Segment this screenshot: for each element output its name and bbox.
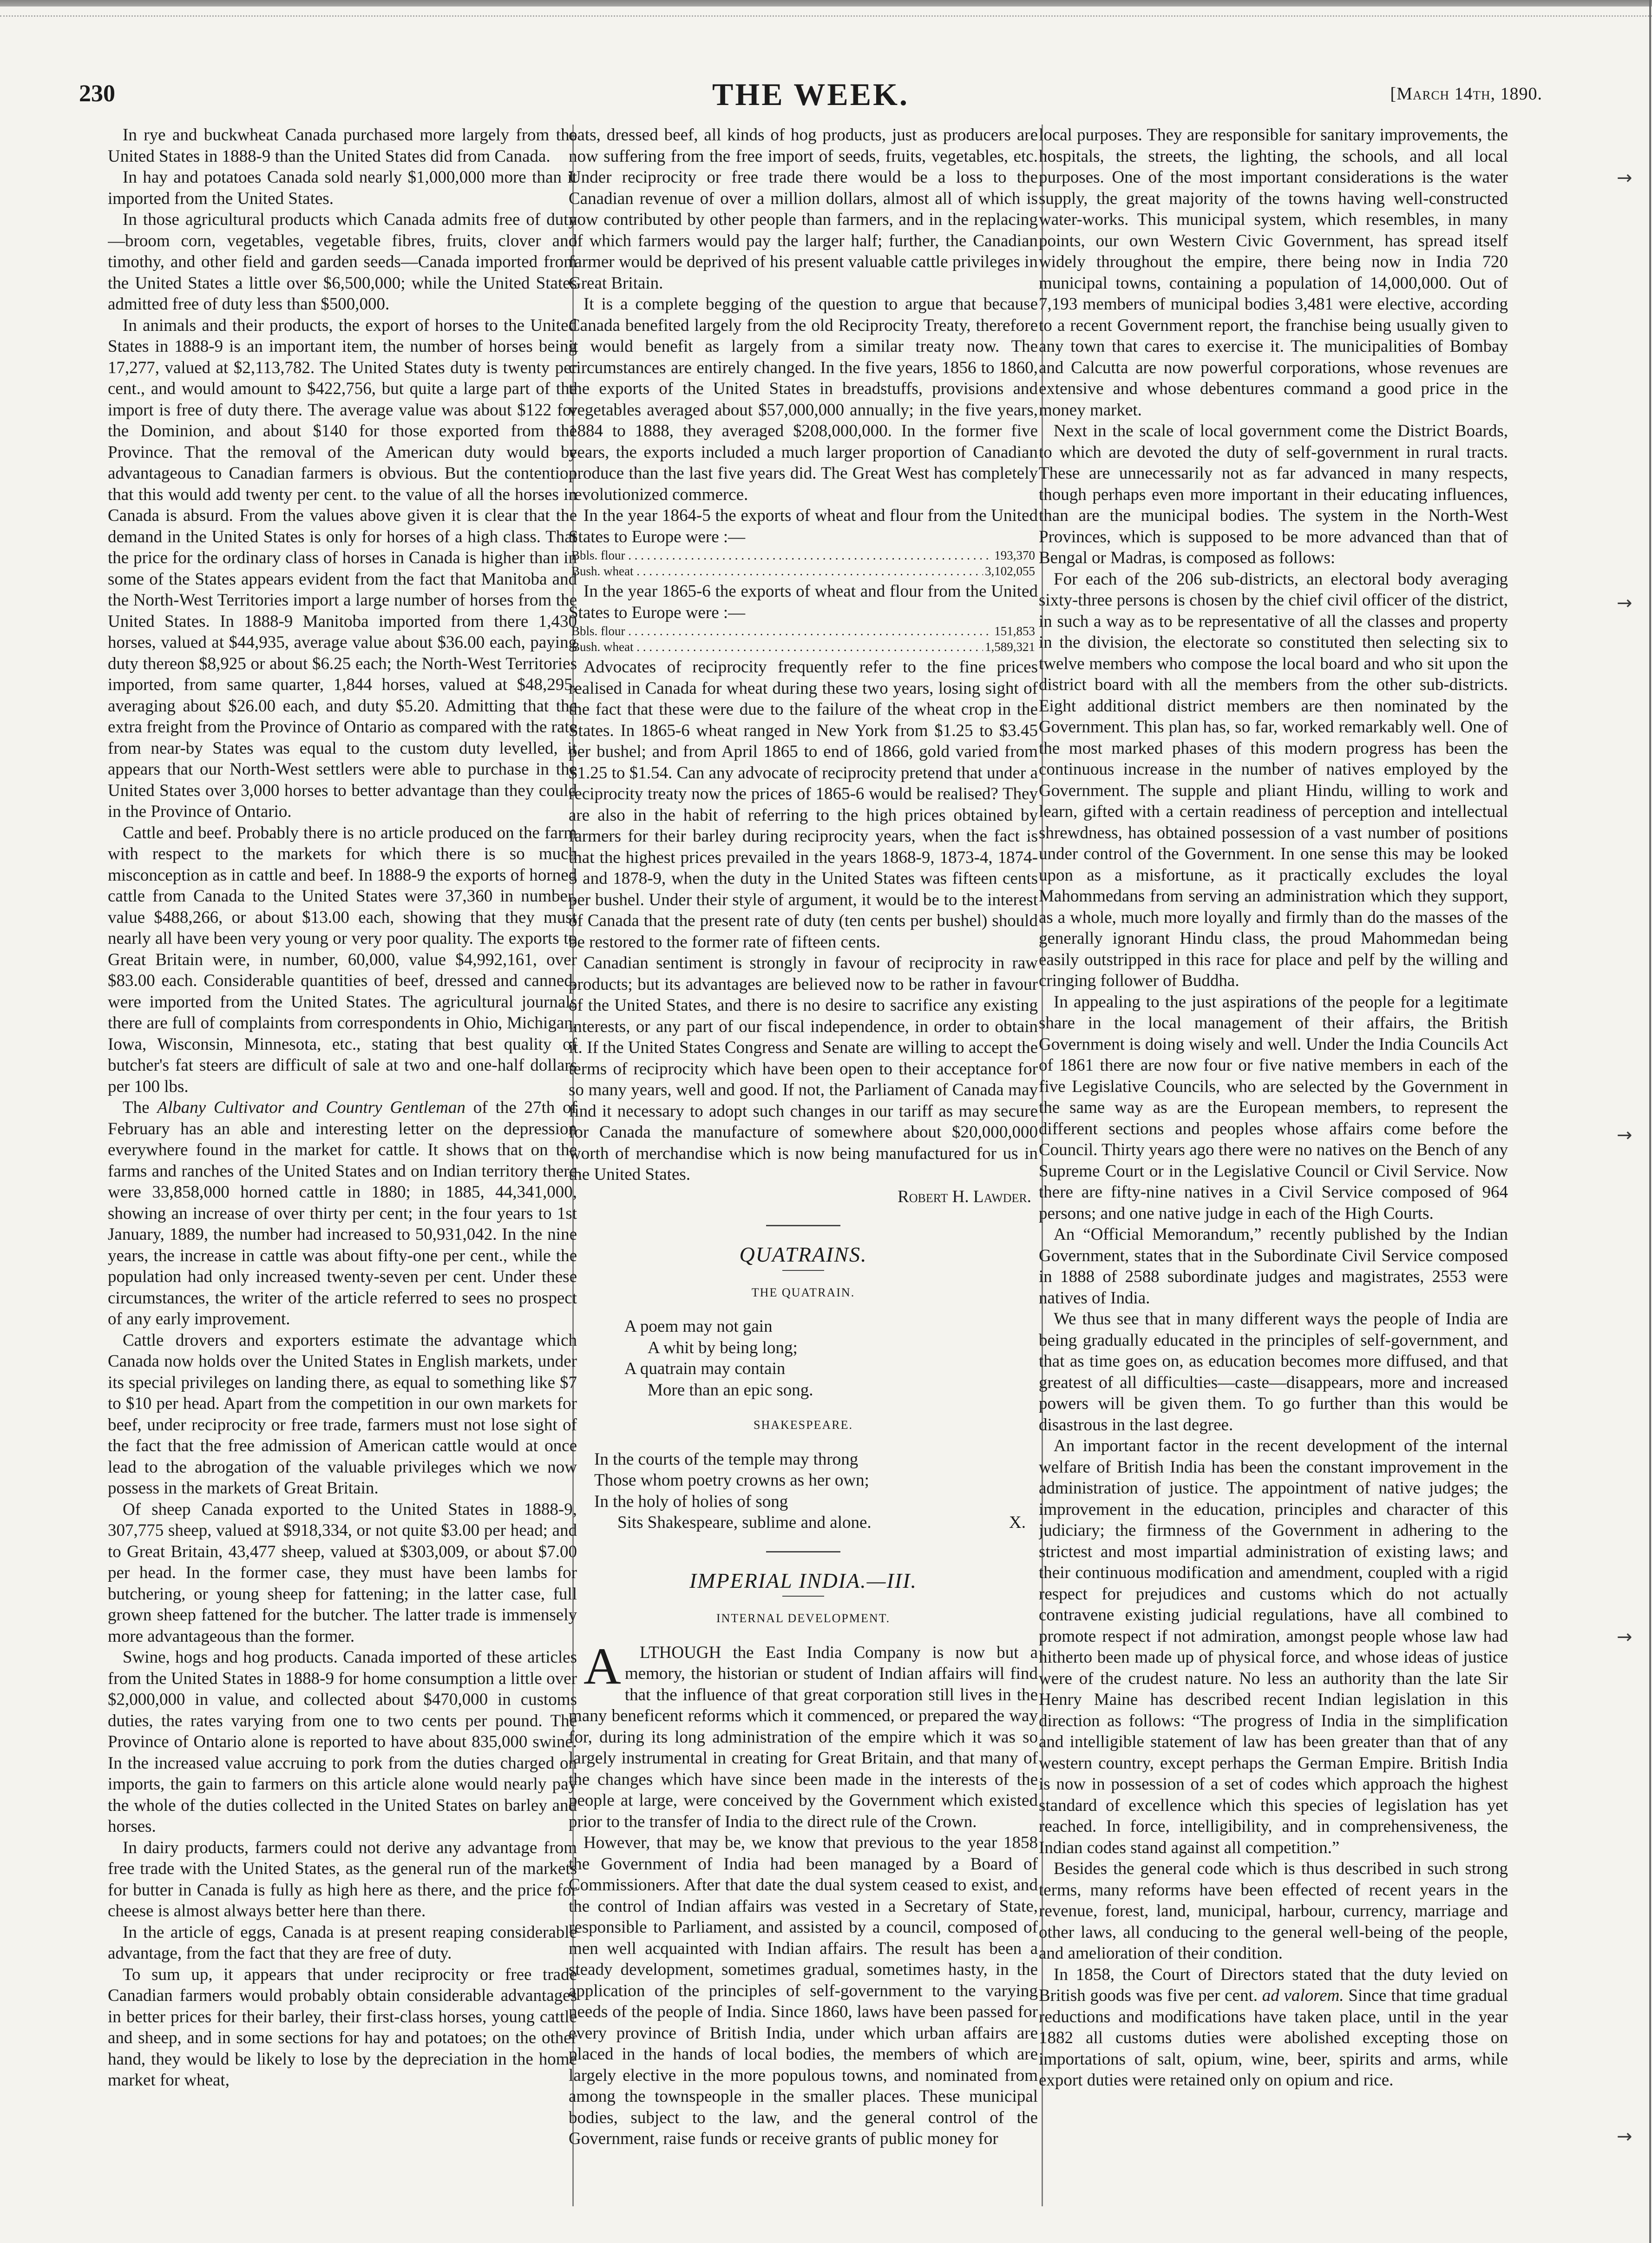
paragraph: In appealing to the just aspirations of the people for a legitimate share in the local management of their affairs, the British Government is doing wisely and well. Under the India Councils Act of 1861 there are now four or five native members in each of the five Legislative Councils, who are selected by the Government in the same way as are the European members, to represent the different sections and peoples whose affairs come before the Council. Thirty years ago there were no natives on the Bench of any Supreme Court or in the Legislative Council or Civil Service. Now there are fifty-nine natives in a Civil Service composed of 964 persons; and one native judge in each of the High Courts. xyxy=(1039,992,1508,1223)
paragraph xyxy=(569,1637,1038,1833)
paragraph: Cattle and beef. Probably there is no article produced on the farm with respect to the markets for which there is so much misconception as in cattle and beef. In 1888-9 the exports of horned cattle from Canada to the United States were 37,360 in number, value $488,266, or about $13.00 each, showing that they must nearly all have been very young or very poor quality. The exports to Great Britain were, in number, 60,000, value $4,992,161, over $83.00 each. Considerable quantities of beef, dressed and canned, were imported from the United States. The agricultural journals there are full of complaints from correspondents in Ohio, Michigan, Iowa, Wisconsin, Minnesota, etc., stating that best quality of butcher's fat steers are difficult of sale at two and one-half dollars per 100 lbs. xyxy=(108,823,577,1096)
table-label: Bbls. flour . . . xyxy=(571,547,992,563)
paragraph: Next in the scale of local government come the District Boards, to which are devoted the duty of self-government in rural tracts. These are unnecessarily not as far advanced in many respects, though perhaps even more important in their educating influences, than are the municipal bodies. The system in the North-West Provinces, which is supposed to be more advanced than that of Bengal or Madras, is composed as follows: xyxy=(1039,421,1508,567)
section-rule xyxy=(782,1596,824,1597)
issue-date: [March 14th, 1890. xyxy=(1390,84,1542,104)
column-middle xyxy=(569,125,1038,2220)
paragraph: An “Official Memorandum,” recently published by the Indian Government, states that in the Subordinate Civil Service composed in 1888 of 2588 subordinate judges and magistrates, 2553 were natives of India. xyxy=(1039,1225,1508,1308)
section-heading-quatrains: QUATRAINS. xyxy=(739,1243,867,1266)
poem-line: In the holy of holies of song xyxy=(594,1492,788,1511)
poem-line: A poem may not gain xyxy=(624,1317,773,1336)
paragraph: In rye and buckwheat Canada purchased more largely from the United States in 1888-9 than the United States did from Canada. xyxy=(108,125,577,166)
margin-arrow-icon: → xyxy=(1617,167,1632,189)
text-run: LTHOUGH the East India Company is now but a memory, the historian or student of Indian affairs will find that the influence of that great corporation still lives in the many beneficent reforms which it commenced, or prepared the way for, during its long administration of the empire which it was so largely instrumental in creating for Great Britain, and that many of the changes which have since been made in the interests of the people at large, were conceived by the Government which existed prior to the transfer of India to the direct rule of the Crown. xyxy=(569,1643,1038,1831)
poem-title: THE QUATRAIN. xyxy=(751,1285,855,1299)
table-row xyxy=(571,623,1035,639)
latin-phrase: ad valorem. xyxy=(1262,1986,1344,2005)
margin-arrow-icon: → xyxy=(1617,2126,1632,2147)
margin-arrow-icon: → xyxy=(1617,592,1632,614)
newspaper-title: THE WEEK. xyxy=(712,77,909,112)
table-row xyxy=(571,639,1035,655)
paragraph: In the year 1864-5 the exports of wheat and flour from the United States to Europe were :— xyxy=(569,506,1038,546)
margin-arrow-icon: → xyxy=(1617,1626,1632,1648)
poem-line: A whit by being long; xyxy=(648,1338,798,1357)
text-run: of the 27th of February has an able and interesting letter on the depression everywhere found in the market for cattle. It shows that on the farms and ranches of the United States and on Indian territory there were 33,858,000 horned cattle in 1880; in 1885, 44,341,000, showing an increase of over thirty per cent; in the four years to 1st January, 1889, the number had increased to 50,931,042. In the nine years, the increase in cattle was about fifty-one per cent., while the population had only increased twenty-seven per cent. Under these circumstances, the writer of the article referred to sees no prospect of any early improvement. xyxy=(108,1098,577,1329)
paragraph: Canadian sentiment is strongly in favour of reciprocity in raw products; but its advantages are believed now to be rather in favour of the United States, and there is no desire to sacrifice any existing interests, or any part of our fiscal independence, in order to obtain it. If the United States Congress and Senate are willing to accept the terms of reciprocity which have been open to their acceptance for so many years, well and good. If not, the Parliament of Canada may find it necessary to adopt such changes in our tariff as may secure for Canada the manufacture of somewhere about $20,000,000 worth of merchandise which is now being manufactured for us in the United States. xyxy=(569,954,1038,1184)
poem-line: In the courts of the temple may throng xyxy=(594,1449,859,1469)
column-right xyxy=(1039,125,1508,2220)
paragraph: Besides the general code which is thus described in such strong terms, many reforms have been effected of recent years in the revenue, forest, land, municipal, harbour, currency, marriage and other laws, all conducing to the general well-being of the people, and amelioration of their condition. xyxy=(1039,1859,1508,1963)
paragraph: local purposes. They are responsible for sanitary improvements, the hospitals, the streets, the lighting, the schools, and all local purposes. One of the most important considerations is the water supply, the great majority of the towns having well-constructed water-works. This municipal system, which resembles, in many points, our own Western Civic Government, has spread itself widely throughout the empire, there being now in India 720 municipal towns, containing a population of 14,000,000. Out of 7,193 members of municipal bodies 3,481 were elective, according to a recent Government report, the franchise being usually given to any town that cares to exercise it. The municipalities of Bombay and Calcutta are now powerful corporations, whose revenues are extensive and whose debentures command a good price in the money market. xyxy=(1039,125,1508,420)
top-dotted-rule xyxy=(0,7,1652,17)
paragraph: Advocates of reciprocity frequently refer to the fine prices realised in Canada for wheat during these two years, losing sight of the fact that these were due to the failure of the wheat crop in the States. In 1865-6 wheat ranged in New York from $1.25 to $3.45 per bushel; and from April 1865 to end of 1866, gold varied from $1.25 to $1.54. Can any advocate of reciprocity pretend that under a reciprocity treaty now the prices of 1865-6 would be realised? They are also in the habit of referring to the high prices obtained by farmers for their barley during reciprocity years, when the fact is that the highest prices prevailed in the years 1868-9, 1873-4, 1874-5 and 1878-9, when the duty in the United States was fifteen cents per bushel. Under their style of argument, it would be to the interest of Canada that the present rate of duty (ten cents per bushel) should be restored to the former rate of fifteen cents. xyxy=(569,658,1038,952)
export-table-1865 xyxy=(569,623,1038,657)
export-table-1864 xyxy=(569,547,1038,581)
paragraph: We thus see that in many different ways the people of India are being gradually educated in the principles of self-government, and that as time goes on, as education becomes more diffused, and that greatest of all difficulties—caste—disappears, more and increased powers will be given them. To go further than this would be disastrous in the last degree. xyxy=(1039,1309,1508,1434)
table-row xyxy=(571,563,1035,579)
text-run: In 1858, the Court of Directors stated that the duty levied on British goods was five per cent. xyxy=(1039,1965,1508,2005)
paragraph xyxy=(1039,1964,1508,2091)
paragraph: In the year 1865-6 the exports of wheat and flour from the United States to Europe were :— xyxy=(569,582,1038,622)
paragraph: It is a complete begging of the question to argue that because Canada benefited largely from the old Reciprocity Treaty, therefore it would benefit as largely from a similar treaty now. The circumstances are entirely changed. In the five years, 1856 to 1860, the exports of the United States in breadstuffs, provisions and vegetables averaged about $57,000,000 annually; in the five years, 1884 to 1888, they averaged $208,000,000. In the former five years, the exports included a much larger proportion of Canadian produce than the last five years did. The Great West has completely revolutionized commerce. xyxy=(569,295,1038,504)
poem-line: Those whom poetry crowns as her own; xyxy=(594,1471,869,1490)
table-row xyxy=(571,547,1035,563)
paragraph: Swine, hogs and hog products. Canada imported of these articles from the United States in 1888-9 for home consumption a little over $2,000,000 in value, and collected about $470,000 in customs duties, the rates varying from one to two cents per pound. The Province of Ontario alone is reported to have about 835,000 swine. In the increased value accruing to pork from the duties charged on imports, the gain to farmers on this article alone would nearly pay the whole of the duties collected in the United States on barley and horses. xyxy=(108,1648,577,1836)
table-value: 151,853 xyxy=(994,624,1035,638)
table-value: 3,102,055 xyxy=(985,564,1035,578)
paragraph: In those agricultural products which Canada admits free of duty—broom corn, vegetables, vegetable fibres, fruits, clover and timothy, and other field and garden seeds—Canada imported from the United States a little over $6,500,000; while the United States admitted free of duty less than $500,000. xyxy=(108,210,577,314)
table-value: 1,589,321 xyxy=(985,640,1035,654)
publication-name: Albany Cultivator and Country Gentleman xyxy=(157,1098,465,1117)
drop-cap: A xyxy=(583,1637,621,1695)
paragraph: Of sheep Canada exported to the United States in 1888-9, 307,775 sheep, valued at $918,334, or not quite $3.00 per head; and to Great Britain, 43,477 sheep, valued at $303,009, or about $7.00 per head. In the former case, they must have been lambs for butchering, or young sheep for fattening; in the latter case, full grown sheep fattened for the butcher. The latter trade is immensely more advantageous than the former. xyxy=(108,1500,577,1646)
paragraph: In the article of eggs, Canada is at present reaping considerable advantage, from the fact that they are free of duty. xyxy=(108,1922,577,1963)
poem-shakespeare xyxy=(569,1449,1038,1533)
text-run: The xyxy=(123,1098,157,1117)
column-left xyxy=(108,125,577,2220)
poem-quatrain xyxy=(569,1316,1038,1401)
paragraph: However, that may be, we know that previous to the year 1858 the Government of India had been managed by a Board of Commissioners. After that date the dual system ceased to exist, and the control of Indian affairs was vested in a Secretary of State, responsible to Parliament, and assisted by a council, composed of men well acquainted with Indian affairs. The result has been a steady development, sometimes gradual, sometimes hasty, in the application of the principles of self-government to the varying needs of the people of India. Since 1860, laws have been passed for every province of British India, under which urban affairs are placed in the hands of local bodies, the members of which are largely elective in the more populous towns, and nominated from among the townspeople in the smaller places. These municipal bodies, subject to the law, and the general control of the Government, raise funds or receive grants of public money for xyxy=(569,1833,1038,2148)
table-label: Bush. wheat . . . xyxy=(571,639,983,655)
poem-signature: X. xyxy=(1009,1513,1026,1532)
paragraph: An important factor in the recent development of the internal welfare of British India has been the constant improvement in the administration of justice. The appointment of native judges; the improvement in the education, principles and character of this judiciary; the firmness of the Government in adhering to the strictest and most impartial administration of existing laws; and their continuous modification and amendment, coupled with a rigid respect for prejudices and customs which do not actually contravene existing judicial regulations, have all combined to promote respect if not admiration, amongst people whose law had hitherto been made up of physical force, and whose ideas of justice were of the crudest nature. No less an authority than the late Sir Henry Maine has described recent Indian legislation in this direction as follows: “The progress of India in the simplification and intelligible statement of law has been greater than that of any western country, except perhaps the German Empire. British India is now in possession of a set of codes which approach the highest standard of excellence which this species of legislation has yet reached. In force, intelligibility, and in comprehensiveness, the Indian codes stand against all competition.” xyxy=(1039,1436,1508,1857)
poem-title: SHAKESPEARE. xyxy=(754,1418,853,1432)
section-subheading: INTERNAL DEVELOPMENT. xyxy=(716,1612,891,1625)
section-rule xyxy=(782,1270,824,1271)
paragraph: Cattle drovers and exporters estimate the advantage which Canada now holds over the United States in English markets, under its special privileges on landing there, as equal to something like $7 to $10 per head. Apart from the competition in our own markets for beef, under reciprocity or free trade, farmers must not lose sight of the fact that the free admission of American cattle would at once lead to the abrogation of the valuable privileges which we now possess in the markets of Great Britain. xyxy=(108,1330,577,1498)
section-heading-imperial-india: IMPERIAL INDIA.—III. xyxy=(689,1568,918,1592)
margin-arrow-icon: → xyxy=(1617,1125,1632,1146)
paragraph: In hay and potatoes Canada sold nearly $1,000,000 more than it imported from the United States. xyxy=(108,168,577,208)
text-run: Since that time gradual reductions and modifications have taken place, until in the year 1882 all customs duties were abolished excepting those on importations of salt, opium, wine, beer, spirits and arms, while export duties were retained only on opium and rice. xyxy=(1039,1986,1508,2090)
paragraph: In dairy products, farmers could not derive any advantage from free trade with the United States, as the general run of the markets for butter in Canada is fully as high here as there, and the price for cheese is almost always better here than there. xyxy=(108,1838,577,1921)
table-value: 193,370 xyxy=(994,548,1035,562)
paragraph: In animals and their products, the export of horses to the United States in 1888-9 is an important item, the number of horses being 17,277, valued at $2,113,782. The United States duty is twenty per cent., and would amount to $422,756, but quite a large part of the import is free of duty there. The average value was about $122 for the Dominion, and about $140 for those exported from the Province. That the removal of the American duty would be advantageous to Canadian farmers is obvious. But the contention that this would add twenty per cent. to the value of all the horses in Canada is absurd. From the values above given it is clear that the demand in the United States is only for horses of a high class. That the price for the ordinary class of horses in Canada is higher than in some of the States appears evident from the fact that Manitoba and the North-West Territories import a large number of horses from the United States. In 1888-9 Manitoba imported from there 1,430 horses, valued at $44,935, average value about $36.00 each, paying duty thereon $8,925 or about $6.25 each; the North-West Territories imported, from same quarter, 1,844 horses, valued at $48,295, averaging about $26.00 each, and duty $5.20. Admitting that the extra freight from the Province of Ontario as compared with the rate from near-by States was equal to the custom duty levelled, it appears that our North-West settlers were able to purchase in the United States over 3,000 horses to better advantage than they could in the Province of Ontario. xyxy=(108,316,577,821)
table-label: Bush. wheat . . . xyxy=(571,563,983,579)
paragraph: To sum up, it appears that under reciprocity or free trade Canadian farmers would probably obtain considerable advantages in better prices for their barley, their first-class horses, young cattle and sheep, and in some sections for hay and potatoes; on the other hand, they would be likely to lose by the depreciation in the home market for wheat, xyxy=(108,1965,577,2090)
paragraph: oats, dressed beef, all kinds of hog products, just as producers are now suffering from the free import of seeds, fruits, vegetables, etc. Under reciprocity or free trade there would be a loss to the Canadian revenue of over a million dollars, almost all of which is now contributed by other people than farmers, and in the replacing of which farmers would pay the larger half; further, the Canadian farmer would be deprived of his present valuable cattle privileges in Great Britain. xyxy=(569,125,1038,293)
section-rule xyxy=(766,1551,840,1552)
paragraph xyxy=(108,1097,577,1330)
right-edge-rule xyxy=(1649,0,1651,2243)
page-number: 230 xyxy=(79,80,115,107)
poem-line: Sits Shakespeare, sublime and alone. xyxy=(617,1513,872,1532)
author-signature: Robert H. Lawder. xyxy=(898,1187,1031,1206)
table-label: Bbls. flour . . . xyxy=(571,623,992,639)
page-header xyxy=(79,77,1542,117)
top-border-line xyxy=(0,0,1652,7)
poem-last-line xyxy=(594,1512,1038,1533)
poem-line: A quatrain may contain xyxy=(624,1359,786,1378)
paragraph: For each of the 206 sub-districts, an electoral body averaging sixty-three persons is chosen by the chief civil officer of the district, in such a way as to be representative of all the classes and property in the division, the electorate so constituted then selecting six to twelve members who compose the local board and who sit upon the district board with all the members from the other sub-districts. Eight additional district members are then nominated by the Government. This plan has, so far, worked remarkably well. One of the most marked phases of this modern progress has been the continuous increase in the number of natives employed by the Government. The supple and pliant Hindu, willing to work and learn, gifted with a certain readiness of perception and intellectual shrewdness, has obtained possession of a vast number of positions under control of the Government. In one sense this may be looked upon as a misfortune, as it practically excludes the loyal Mahommedans from serving an administration which they support, as a whole, much more loyally and firmly than do the masses of the generally ignorant Hindu class, the proud Mahommedan being easily outstripped in this race for place and pelf by the willing and cringing follower of Buddha. xyxy=(1039,569,1508,990)
poem-line: More than an epic song. xyxy=(648,1380,813,1400)
section-rule xyxy=(766,1225,840,1226)
